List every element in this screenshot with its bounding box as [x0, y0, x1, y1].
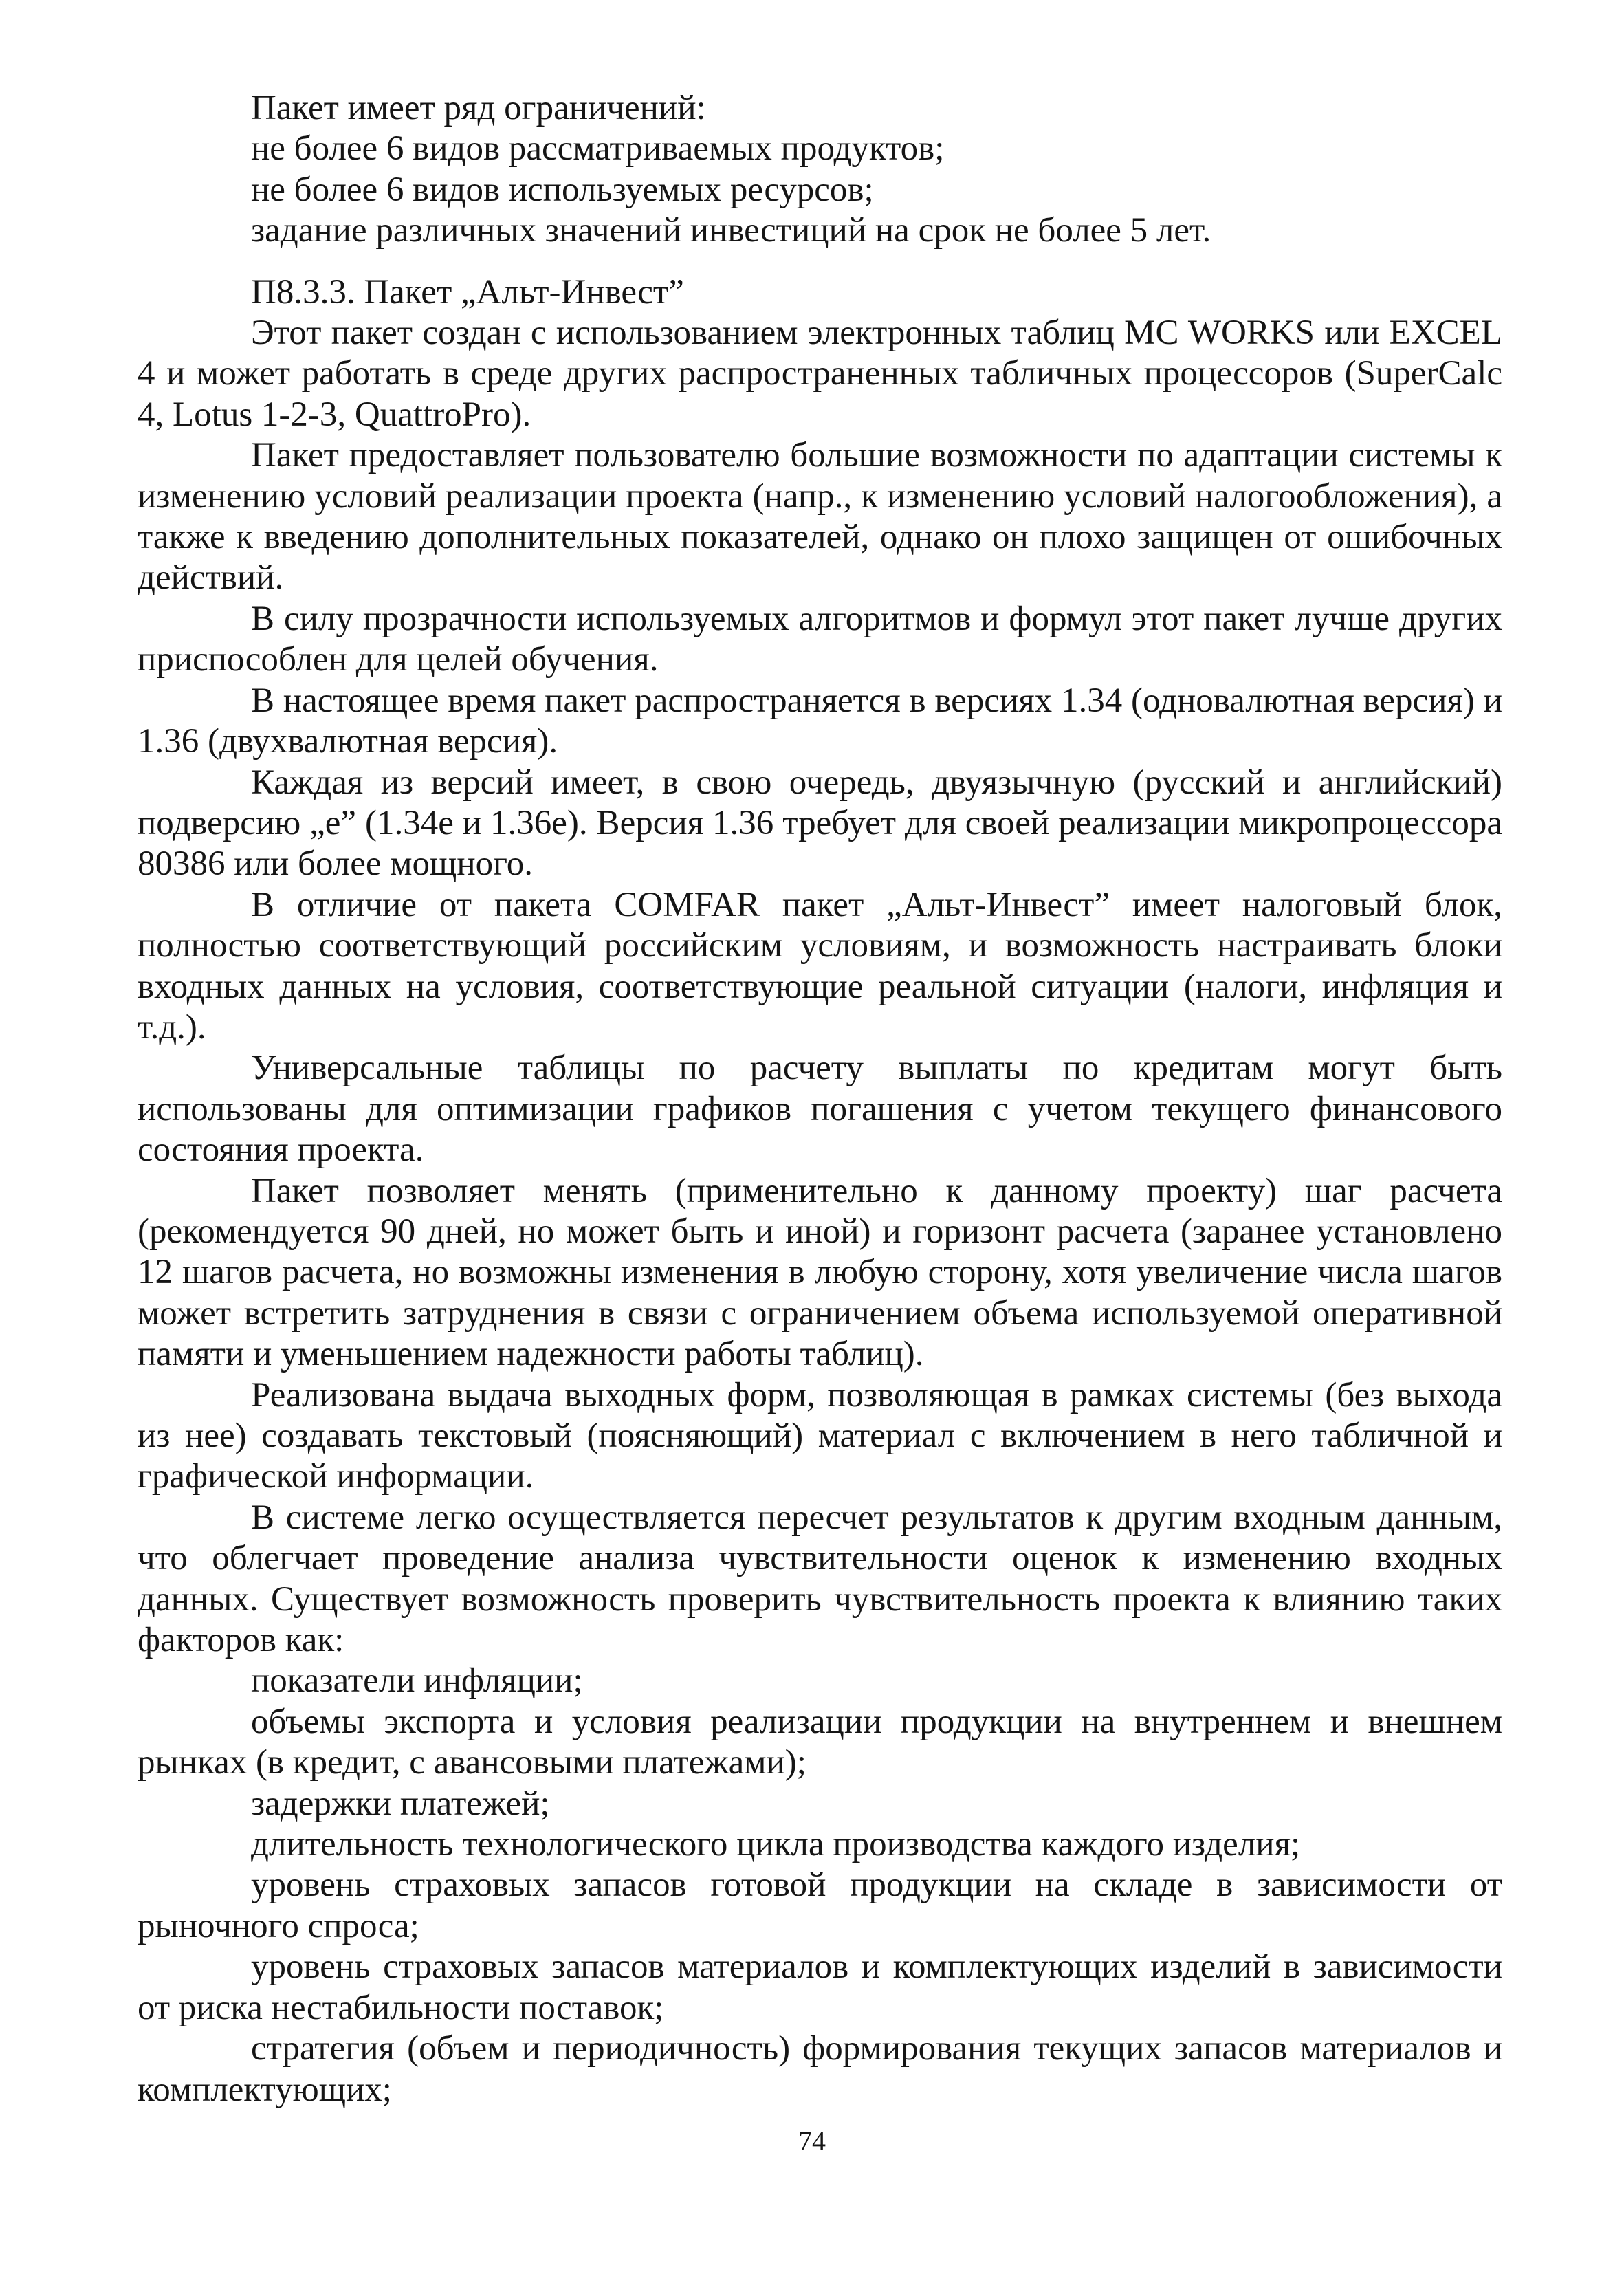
paragraph: Каждая из версий имеет, в свою очередь, двуязычную (русский и английский) подверсию „е” (1.34е и 1.36е). Версия 1.36 требует для своей реализации микропроцессора 80386 или более мощного.	[138, 763, 1502, 884]
paragraph: Пакет позволяет менять (применительно к данному проекту) шаг расчета (рекомендуется 90 дней, но может быть и иной) и горизонт расчета (заранее установлено 12 шагов расчета, но возможны изменения в любую сторону, хотя увеличение числа шагов может встретить затруднения в связи с ограничением объема используемой оперативной памяти и уменьшением надежности работы таблиц).	[138, 1171, 1502, 1374]
page-number: 74	[798, 2125, 826, 2156]
paragraph: Этот пакет создан с использованием электронных таблиц MC WORKS или EXCEL 4 и может работать в среде других распространенных табличных процессоров (SuperCalc 4, Lotus 1-2-3, QuattroPro).	[138, 314, 1502, 434]
paragraph: В отличие от пакета COMFAR пакет „Альт-Инвест” имеет налоговый блок, полностью соответствующий российским условиям, и возможность настраивать блоки входных данных на условия, соответствующие реальной ситуации (налоги, инфляция и т.д.).	[138, 885, 1502, 1047]
factor-item: длительность технологического цикла производства каждого изделия;	[251, 1825, 1301, 1864]
limit-item: не более 6 видов используемых ресурсов;	[251, 170, 874, 209]
paragraph: В системе легко осуществляется пересчет результатов к другим входным данным, что облегчает проведение анализа чувствительности оценок к изменению входных данных. Существует возможность проверить чувствительность проекта к влиянию таких факторов как:	[138, 1498, 1502, 1660]
document-page	[138, 88, 1502, 2110]
paragraph: Универсальные таблицы по расчету выплаты по кредитам могут быть использованы для оптимизации графиков погашения с учетом текущего финансового состояния проекта.	[138, 1049, 1502, 1170]
factor-item: задержки платежей;	[251, 1784, 550, 1823]
paragraph: Пакет предоставляет пользователю большие возможности по адаптации системы к изменению условий реализации проекта (напр., к изменению условий налогообложения), а также к введению дополнительных показателей, однако он плохо защищен от ошибочных действий.	[138, 436, 1502, 598]
factor-item: стратегия (объем и периодичность) формирования текущих запасов материалов и комплектующих;	[138, 2029, 1502, 2109]
factor-item: уровень страховых запасов материалов и комплектующих изделий в зависимости от риска нестабильности поставок;	[138, 1947, 1502, 2027]
factor-item: показатели инфляции;	[251, 1661, 583, 1701]
factor-item: уровень страховых запасов готовой продукции на складе в зависимости от рыночного спроса;	[138, 1866, 1502, 1945]
factor-item: объемы экспорта и условия реализации продукции на внутреннем и внешнем рынках (в кредит, с авансовыми платежами);	[138, 1702, 1502, 1782]
section-heading: П8.3.3. Пакет „Альт-Инвест”	[251, 272, 684, 311]
paragraph: В настоящее время пакет распространяется в версиях 1.34 (одновалютная версия) и 1.36 (двухвалютная версия).	[138, 681, 1502, 761]
limit-item: не более 6 видов рассматриваемых продуктов;	[251, 129, 945, 168]
limits-title: Пакет имеет ряд ограничений:	[251, 89, 706, 127]
paragraph: Реализована выдача выходных форм, позволяющая в рамках системы (без выхода из нее) создавать текстовый (поясняющий) материал с включением в него табличной и графической информации.	[138, 1375, 1502, 1496]
limit-item: задание различных значений инвестиций на срок не более 5 лет.	[251, 211, 1211, 250]
paragraph: В силу прозрачности используемых алгоритмов и формул этот пакет лучше других приспособлен для целей обучения.	[138, 599, 1502, 679]
